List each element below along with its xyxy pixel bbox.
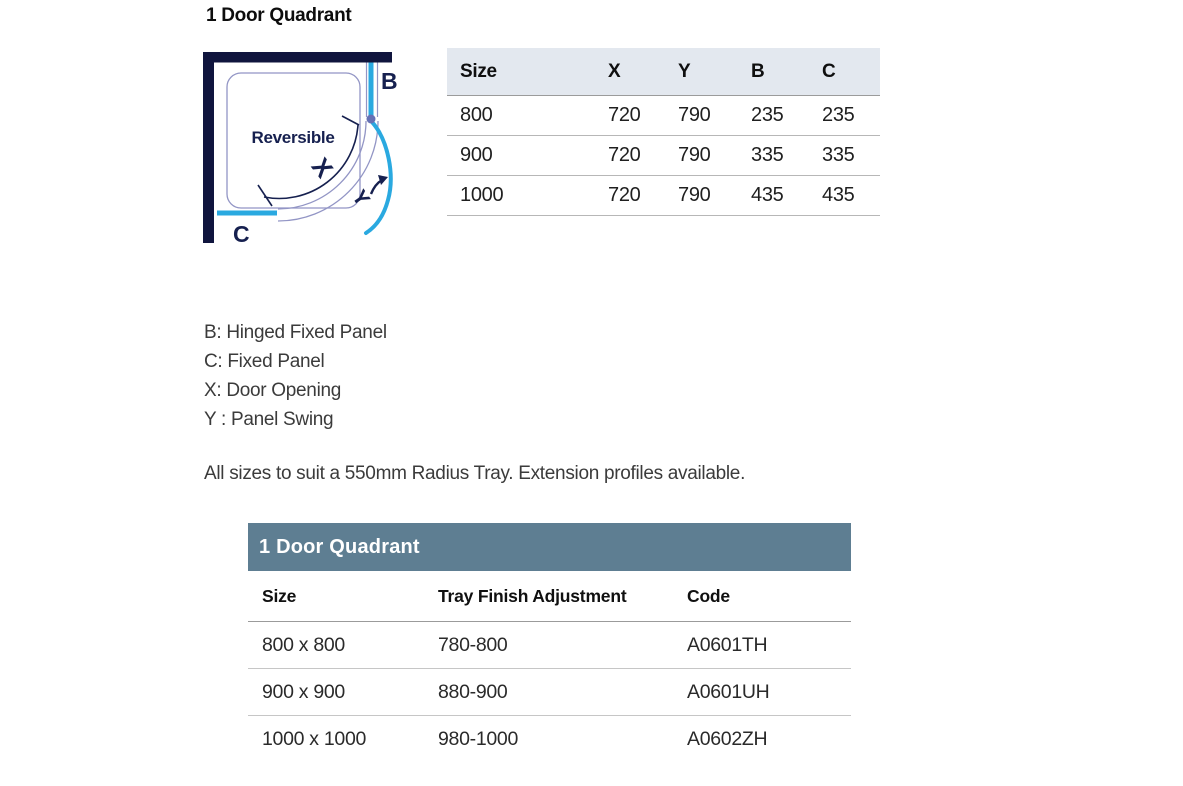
- diagram-legend: [204, 318, 387, 434]
- quadrant-diagram: [203, 45, 403, 253]
- size-table: [447, 48, 880, 216]
- size-table-header-row: [447, 48, 880, 96]
- label-y: Y: [347, 185, 375, 211]
- label-x: X: [305, 152, 339, 184]
- swing-arrow-head: [378, 175, 388, 185]
- size-table-header-x: X: [608, 60, 621, 82]
- order-code-cell: A0602ZH: [687, 728, 768, 750]
- size-cell: 800: [460, 104, 493, 126]
- order-code-cell: A0601TH: [687, 633, 768, 656]
- wall-left: [203, 52, 214, 243]
- b-cell: 335: [751, 144, 784, 166]
- order-table-header-row: [248, 571, 851, 622]
- size-cell: 900: [460, 144, 493, 166]
- order-table-row: [248, 622, 851, 669]
- order-adjustment-cell: 880-900: [438, 680, 508, 703]
- y-cell: 790: [678, 144, 711, 166]
- label-reversible: Reversible: [251, 128, 335, 147]
- label-c: C: [233, 221, 250, 247]
- door-opening-tick-bottom: [258, 185, 272, 206]
- order-table-title-bar: [248, 523, 851, 571]
- order-size-cell: 900 x 900: [262, 680, 345, 703]
- pivot-dot: [367, 115, 376, 124]
- c-cell: 235: [822, 104, 855, 126]
- x-cell: 720: [608, 184, 641, 206]
- y-cell: 790: [678, 184, 711, 206]
- sizes-note: All sizes to suit a 550mm Radius Tray. Extension profiles available.: [204, 463, 746, 484]
- order-size-cell: 800 x 800: [262, 633, 345, 656]
- size-table-header-c: C: [822, 60, 836, 82]
- order-adjustment-cell: 980-1000: [438, 728, 519, 750]
- order-table: [248, 523, 851, 763]
- wall-top: [203, 52, 392, 63]
- size-table-row: [447, 176, 880, 216]
- order-size-cell: 1000 x 1000: [262, 728, 367, 750]
- page-title: 1 Door Quadrant: [206, 5, 352, 26]
- label-b: B: [381, 68, 398, 94]
- b-cell: 235: [751, 104, 784, 126]
- size-table-header-b: B: [751, 60, 765, 82]
- order-table-title: 1 Door Quadrant: [259, 535, 420, 558]
- size-table-header-size: Size: [460, 60, 497, 82]
- size-table-header-y: Y: [678, 60, 691, 82]
- legend-item-y: Y : Panel Swing: [204, 409, 334, 430]
- order-adjustment-cell: 780-800: [438, 633, 508, 656]
- b-cell: 435: [751, 184, 784, 206]
- legend-item-x: X: Door Opening: [204, 380, 342, 401]
- x-cell: 720: [608, 144, 641, 166]
- order-header-size: Size: [262, 585, 297, 606]
- door-opening-tick-top: [342, 116, 359, 125]
- order-table-row: [248, 716, 851, 763]
- legend-item-b: B: Hinged Fixed Panel: [204, 322, 387, 343]
- c-cell: 335: [822, 144, 855, 166]
- order-code-cell: A0601UH: [687, 680, 770, 703]
- legend-item-c: C: Fixed Panel: [204, 351, 325, 372]
- order-table-row: [248, 669, 851, 716]
- y-cell: 790: [678, 104, 711, 126]
- order-header-tray-finish-adjustment: Tray Finish Adjustment: [438, 585, 627, 606]
- order-header-code: Code: [687, 585, 730, 606]
- size-table-row: [447, 136, 880, 176]
- size-table-row: [447, 96, 880, 136]
- size-cell: 1000: [460, 184, 504, 206]
- x-cell: 720: [608, 104, 641, 126]
- c-cell: 435: [822, 184, 855, 206]
